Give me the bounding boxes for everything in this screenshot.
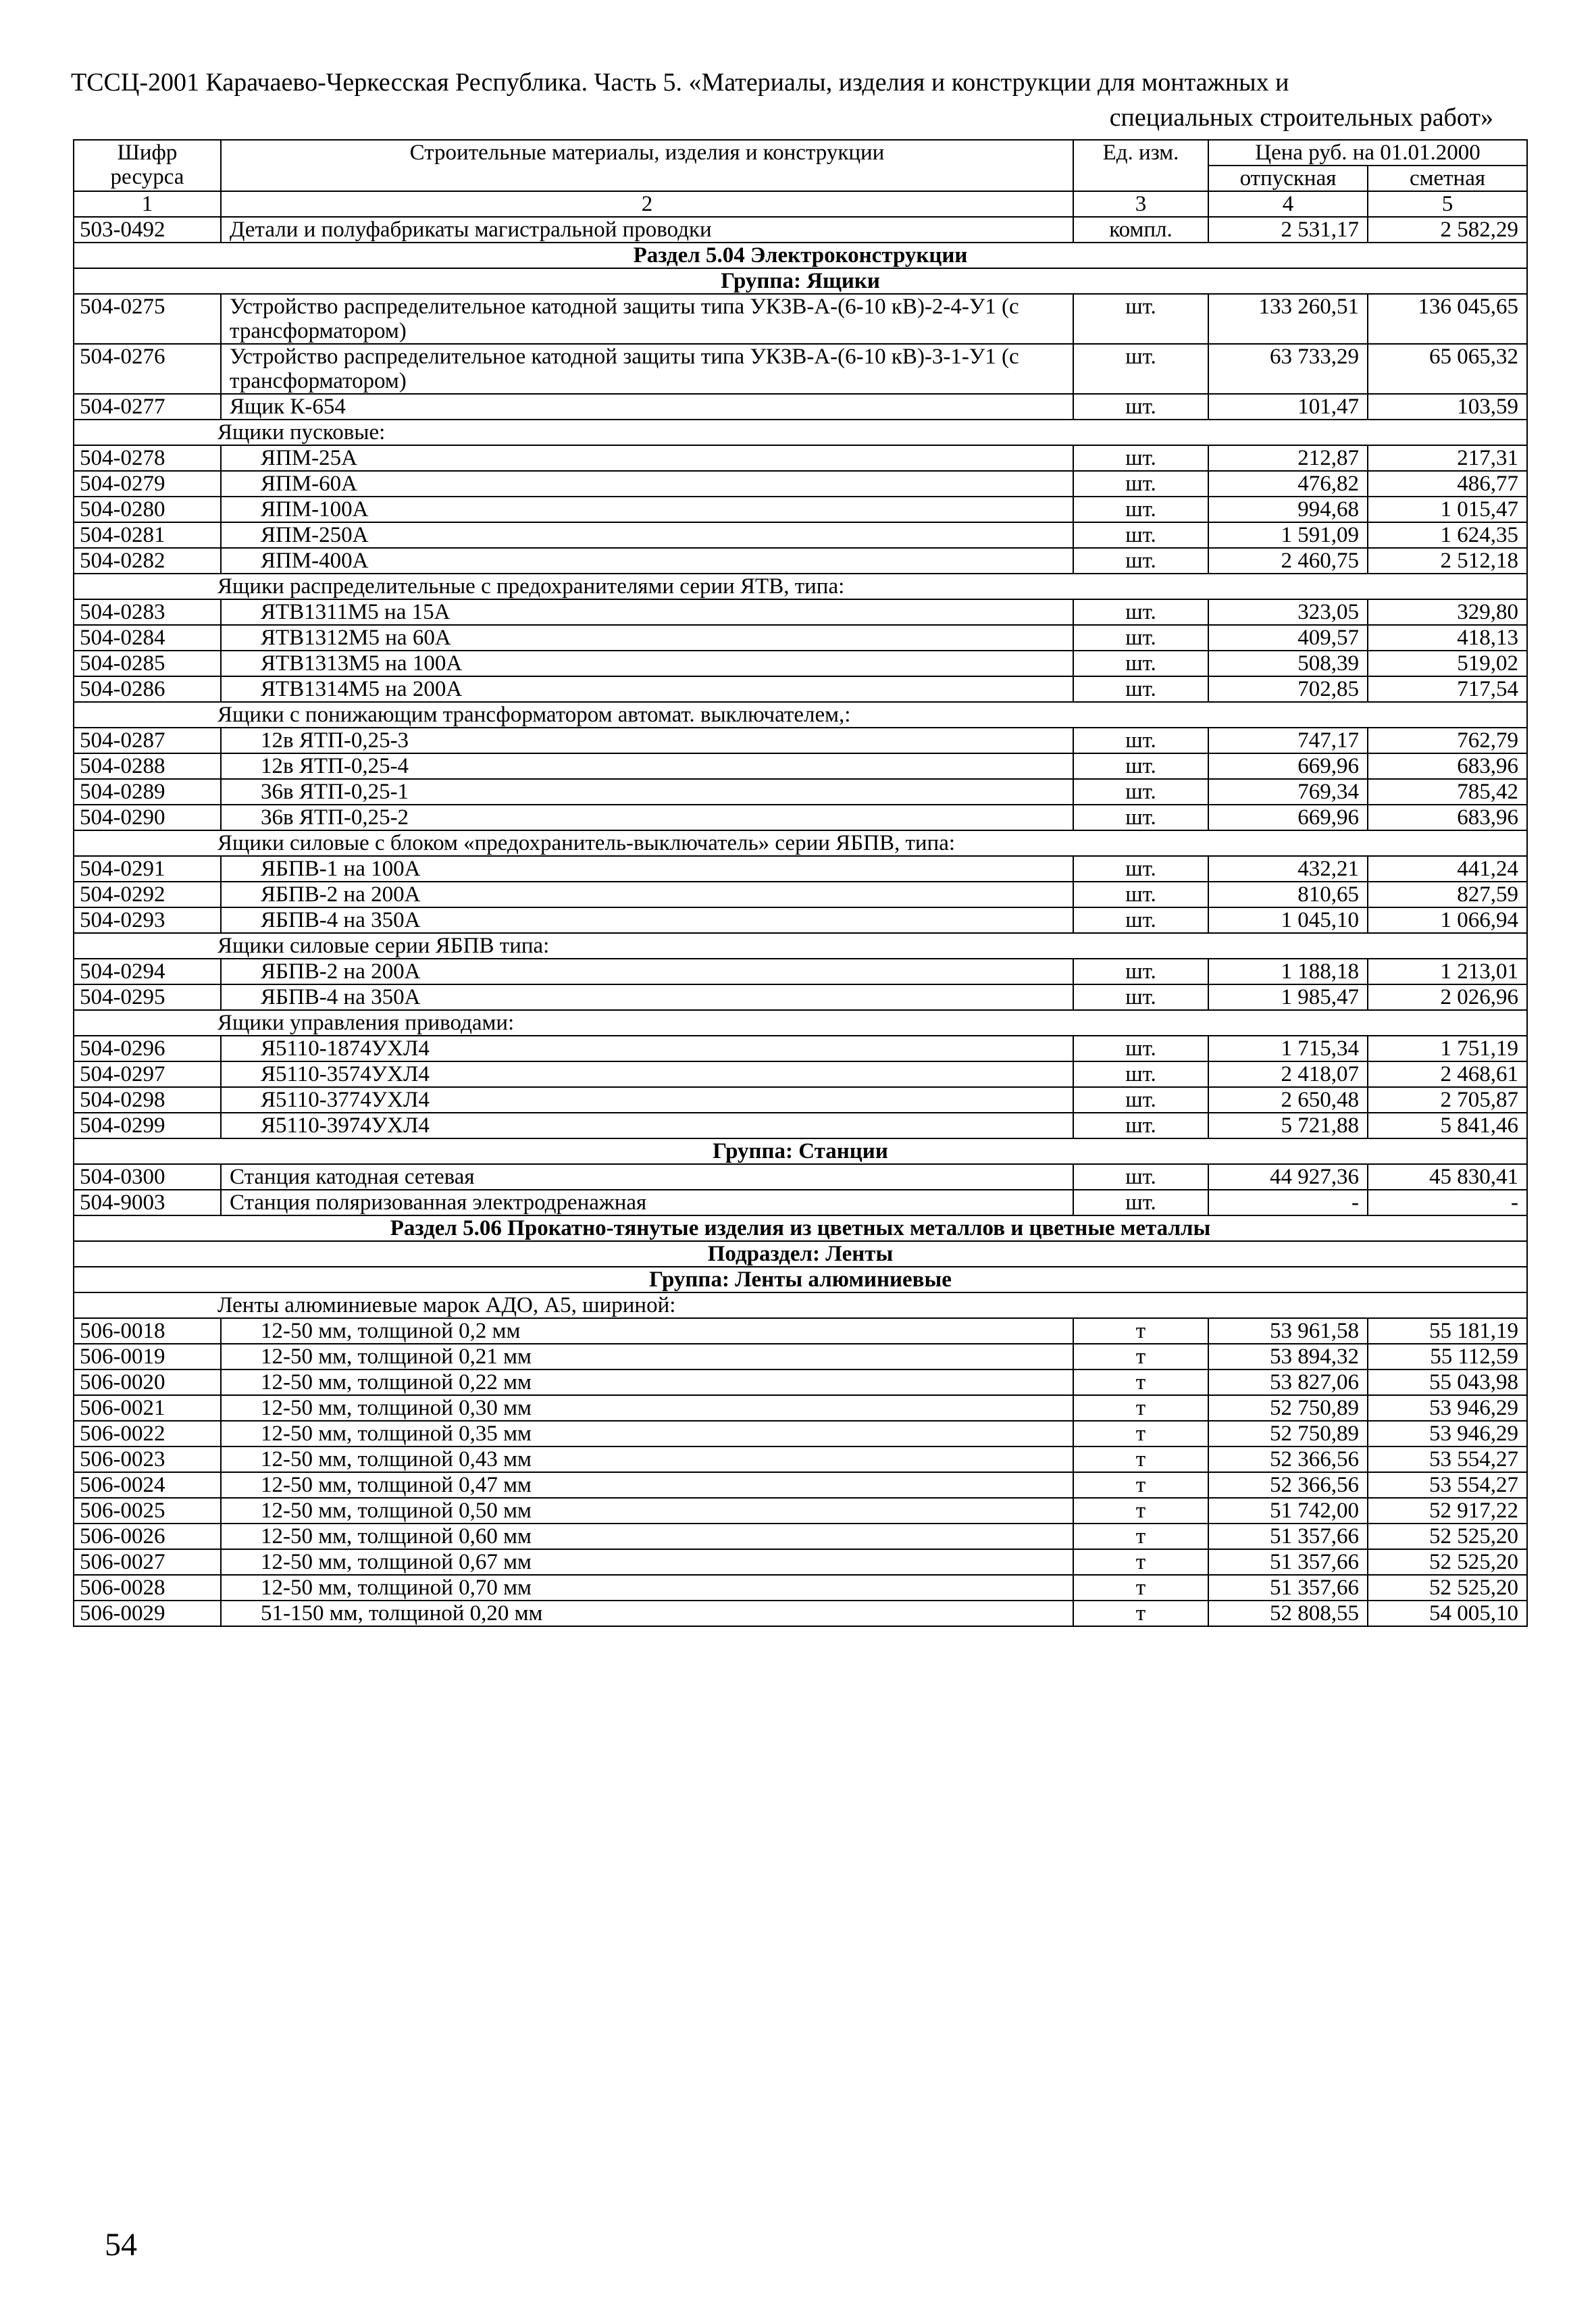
table-row xyxy=(74,1601,1527,1626)
item-name: Я5110-1874УХЛ4 xyxy=(221,1036,1073,1061)
subsection-title: Подраздел: Ленты xyxy=(74,1241,1527,1267)
table-row xyxy=(74,1036,1527,1061)
table-row xyxy=(74,959,1527,984)
estimate-price: 5 841,46 xyxy=(1368,1113,1527,1138)
column-number: 3 xyxy=(1073,191,1208,217)
estimate-price: 53 946,29 xyxy=(1368,1421,1527,1447)
release-price: 52 366,56 xyxy=(1208,1472,1368,1498)
item-name: ЯБПВ-4 на 350А xyxy=(221,907,1073,933)
item-name: ЯТВ1312М5 на 60А xyxy=(221,625,1073,651)
release-price: - xyxy=(1208,1190,1368,1215)
unit-of-measure: шт. xyxy=(1073,1061,1208,1087)
group-heading-row xyxy=(74,1138,1527,1164)
release-price: 53 827,06 xyxy=(1208,1369,1368,1395)
release-price: 508,39 xyxy=(1208,651,1368,676)
unit-of-measure: т xyxy=(1073,1421,1208,1447)
unit-of-measure: т xyxy=(1073,1549,1208,1575)
subgroup-heading-row xyxy=(74,1010,1527,1036)
release-price: 810,65 xyxy=(1208,882,1368,907)
table-row xyxy=(74,1318,1527,1344)
subgroup-heading: Ящики пусковые: xyxy=(74,420,1527,445)
column-code-header: Шифр ресурса xyxy=(74,140,221,191)
unit-of-measure: шт. xyxy=(1073,728,1208,753)
resource-code: 506-0019 xyxy=(74,1344,221,1369)
item-name: 12-50 мм, толщиной 0,47 мм xyxy=(221,1472,1073,1498)
table-row xyxy=(74,1395,1527,1421)
column-number: 5 xyxy=(1368,191,1527,217)
group-heading-row xyxy=(74,1267,1527,1292)
estimate-price: 717,54 xyxy=(1368,676,1527,702)
item-name: 12в ЯТП-0,25-3 xyxy=(221,728,1073,753)
estimate-price: 52 525,20 xyxy=(1368,1549,1527,1575)
resource-code: 504-0278 xyxy=(74,445,221,471)
table-row xyxy=(74,445,1527,471)
table-row xyxy=(74,882,1527,907)
item-name: ЯБПВ-2 на 200А xyxy=(221,882,1073,907)
page-number: 54 xyxy=(105,2227,137,2263)
resource-code: 504-0285 xyxy=(74,651,221,676)
group-title: Группа: Ленты алюминиевые xyxy=(74,1267,1527,1292)
section-heading-row xyxy=(74,243,1527,268)
resource-code: 504-0281 xyxy=(74,522,221,548)
table-row xyxy=(74,522,1527,548)
table-row xyxy=(74,1498,1527,1524)
table-row xyxy=(74,728,1527,753)
release-price: 432,21 xyxy=(1208,856,1368,882)
release-price: 53 894,32 xyxy=(1208,1344,1368,1369)
item-name: Я5110-3974УХЛ4 xyxy=(221,1113,1073,1138)
column-release-price-header: отпускная xyxy=(1208,166,1368,191)
subgroup-heading: Ящики с понижающим трансформатором автомат. выключателем,: xyxy=(74,702,1527,728)
item-name: Я5110-3774УХЛ4 xyxy=(221,1087,1073,1113)
item-name: ЯПМ-400А xyxy=(221,548,1073,574)
unit-of-measure: шт. xyxy=(1073,548,1208,574)
resource-code: 504-0292 xyxy=(74,882,221,907)
estimate-price: 683,96 xyxy=(1368,805,1527,830)
table-row xyxy=(74,753,1527,779)
release-price: 44 927,36 xyxy=(1208,1164,1368,1190)
resource-code: 506-0022 xyxy=(74,1421,221,1447)
estimate-price: 1 015,47 xyxy=(1368,497,1527,522)
release-price: 52 808,55 xyxy=(1208,1601,1368,1626)
resource-code: 504-9003 xyxy=(74,1190,221,1215)
resource-code: 506-0028 xyxy=(74,1575,221,1601)
estimate-price: 2 582,29 xyxy=(1368,217,1527,243)
resource-code: 506-0026 xyxy=(74,1524,221,1549)
item-name: ЯТВ1314М5 на 200А xyxy=(221,676,1073,702)
release-price: 63 733,29 xyxy=(1208,344,1368,394)
unit-of-measure: шт. xyxy=(1073,625,1208,651)
column-name-header: Строительные материалы, изделия и конструкции xyxy=(221,140,1073,191)
release-price: 747,17 xyxy=(1208,728,1368,753)
resource-code: 504-0277 xyxy=(74,394,221,420)
item-name: ЯПМ-25А xyxy=(221,445,1073,471)
estimate-price: 2 705,87 xyxy=(1368,1087,1527,1113)
subgroup-heading-row xyxy=(74,702,1527,728)
item-name: 12-50 мм, толщиной 0,22 мм xyxy=(221,1369,1073,1395)
release-price: 323,05 xyxy=(1208,599,1368,625)
column-price-header: Цена руб. на 01.01.2000 xyxy=(1208,140,1527,166)
estimate-price: 217,31 xyxy=(1368,445,1527,471)
resource-code: 503-0492 xyxy=(74,217,221,243)
header-line-1: ТССЦ-2001 Карачаево-Черкесская Республика. Часть 5. «Материалы, изделия и конструкции для монтажных и xyxy=(71,68,1289,97)
column-number: 4 xyxy=(1208,191,1368,217)
unit-of-measure: шт. xyxy=(1073,1190,1208,1215)
release-price: 5 721,88 xyxy=(1208,1113,1368,1138)
estimate-price: 52 917,22 xyxy=(1368,1498,1527,1524)
release-price: 994,68 xyxy=(1208,497,1368,522)
release-price: 133 260,51 xyxy=(1208,294,1368,344)
resource-code: 504-0296 xyxy=(74,1036,221,1061)
estimate-price: 103,59 xyxy=(1368,394,1527,420)
item-name: 12-50 мм, толщиной 0,70 мм xyxy=(221,1575,1073,1601)
item-name: 12-50 мм, толщиной 0,67 мм xyxy=(221,1549,1073,1575)
resource-code: 504-0294 xyxy=(74,959,221,984)
unit-of-measure: т xyxy=(1073,1575,1208,1601)
release-price: 669,96 xyxy=(1208,805,1368,830)
subgroup-heading-row xyxy=(74,420,1527,445)
table-row xyxy=(74,497,1527,522)
unit-of-measure: шт. xyxy=(1073,1113,1208,1138)
unit-of-measure: шт. xyxy=(1073,779,1208,805)
estimate-price: 1 066,94 xyxy=(1368,907,1527,933)
resource-code: 504-0286 xyxy=(74,676,221,702)
estimate-price: 486,77 xyxy=(1368,471,1527,497)
resource-code: 504-0299 xyxy=(74,1113,221,1138)
item-name: Детали и полуфабрикаты магистральной проводки xyxy=(221,217,1073,243)
resource-code: 506-0024 xyxy=(74,1472,221,1498)
unit-of-measure: шт. xyxy=(1073,856,1208,882)
estimate-price: 785,42 xyxy=(1368,779,1527,805)
estimate-price: 2 468,61 xyxy=(1368,1061,1527,1087)
unit-of-measure: шт. xyxy=(1073,753,1208,779)
estimate-price: 1 751,19 xyxy=(1368,1036,1527,1061)
estimate-price: 65 065,32 xyxy=(1368,344,1527,394)
release-price: 702,85 xyxy=(1208,676,1368,702)
section-title: Раздел 5.06 Прокатно-тянутые изделия из цветных металлов и цветные металлы xyxy=(74,1215,1527,1241)
item-name: Устройство распределительное катодной защиты типа УКЗВ-А-(6-10 кВ)-2-4-У1 (с трансформатором) xyxy=(221,294,1073,344)
resource-code: 504-0291 xyxy=(74,856,221,882)
price-table xyxy=(73,139,1528,1627)
unit-of-measure: шт. xyxy=(1073,1164,1208,1190)
item-name: 12-50 мм, толщиной 0,60 мм xyxy=(221,1524,1073,1549)
unit-of-measure: т xyxy=(1073,1472,1208,1498)
estimate-price: 2 512,18 xyxy=(1368,548,1527,574)
unit-of-measure: шт. xyxy=(1073,959,1208,984)
item-name: Устройство распределительное катодной защиты типа УКЗВ-А-(6-10 кВ)-3-1-У1 (с трансформатором) xyxy=(221,344,1073,394)
table-row xyxy=(74,984,1527,1010)
resource-code: 506-0029 xyxy=(74,1601,221,1626)
subgroup-heading: Ящики силовые с блоком «предохранитель-выключатель» серии ЯБПВ, типа: xyxy=(74,830,1527,856)
subgroup-heading-row xyxy=(74,574,1527,599)
resource-code: 506-0025 xyxy=(74,1498,221,1524)
document-header xyxy=(71,65,1493,135)
estimate-price: 55 181,19 xyxy=(1368,1318,1527,1344)
table-row xyxy=(74,394,1527,420)
release-price: 51 742,00 xyxy=(1208,1498,1368,1524)
resource-code: 504-0290 xyxy=(74,805,221,830)
item-name: ЯТВ1313М5 на 100А xyxy=(221,651,1073,676)
estimate-price: 329,80 xyxy=(1368,599,1527,625)
estimate-price: 418,13 xyxy=(1368,625,1527,651)
release-price: 2 650,48 xyxy=(1208,1087,1368,1113)
unit-of-measure: т xyxy=(1073,1395,1208,1421)
release-price: 1 591,09 xyxy=(1208,522,1368,548)
unit-of-measure: т xyxy=(1073,1369,1208,1395)
group-heading-row xyxy=(74,268,1527,294)
resource-code: 506-0027 xyxy=(74,1549,221,1575)
release-price: 52 366,56 xyxy=(1208,1447,1368,1472)
unit-of-measure: т xyxy=(1073,1344,1208,1369)
unit-of-measure: компл. xyxy=(1073,217,1208,243)
item-name: Я5110-3574УХЛ4 xyxy=(221,1061,1073,1087)
subgroup-heading: Ящики силовые серии ЯБПВ типа: xyxy=(74,933,1527,959)
table-row xyxy=(74,651,1527,676)
estimate-price: 136 045,65 xyxy=(1368,294,1527,344)
estimate-price: 53 946,29 xyxy=(1368,1395,1527,1421)
item-name: ЯПМ-60А xyxy=(221,471,1073,497)
release-price: 409,57 xyxy=(1208,625,1368,651)
item-name: 12-50 мм, толщиной 0,30 мм xyxy=(221,1395,1073,1421)
table-row xyxy=(74,1524,1527,1549)
table-row xyxy=(74,548,1527,574)
table-row xyxy=(74,805,1527,830)
resource-code: 504-0282 xyxy=(74,548,221,574)
estimate-price: 54 005,10 xyxy=(1368,1601,1527,1626)
release-price: 212,87 xyxy=(1208,445,1368,471)
estimate-price: 55 112,59 xyxy=(1368,1344,1527,1369)
unit-of-measure: т xyxy=(1073,1318,1208,1344)
unit-of-measure: шт. xyxy=(1073,294,1208,344)
item-name: ЯТВ1311М5 на 15А xyxy=(221,599,1073,625)
estimate-price: 441,24 xyxy=(1368,856,1527,882)
item-name: 12-50 мм, толщиной 0,35 мм xyxy=(221,1421,1073,1447)
estimate-price: 45 830,41 xyxy=(1368,1164,1527,1190)
unit-of-measure: т xyxy=(1073,1524,1208,1549)
table-row xyxy=(74,625,1527,651)
release-price: 52 750,89 xyxy=(1208,1395,1368,1421)
resource-code: 506-0021 xyxy=(74,1395,221,1421)
item-name: Станция поляризованная электродренажная xyxy=(221,1190,1073,1215)
estimate-price: 52 525,20 xyxy=(1368,1575,1527,1601)
table-row xyxy=(74,471,1527,497)
subgroup-heading: Ящики управления приводами: xyxy=(74,1010,1527,1036)
release-price: 53 961,58 xyxy=(1208,1318,1368,1344)
estimate-price: 53 554,27 xyxy=(1368,1472,1527,1498)
release-price: 51 357,66 xyxy=(1208,1549,1368,1575)
release-price: 476,82 xyxy=(1208,471,1368,497)
item-name: 51-150 мм, толщиной 0,20 мм xyxy=(221,1601,1073,1626)
unit-of-measure: шт. xyxy=(1073,599,1208,625)
release-price: 2 460,75 xyxy=(1208,548,1368,574)
table-row xyxy=(74,599,1527,625)
resource-code: 504-0275 xyxy=(74,294,221,344)
resource-code: 504-0283 xyxy=(74,599,221,625)
unit-of-measure: шт. xyxy=(1073,497,1208,522)
table-row xyxy=(74,217,1527,243)
estimate-price: 52 525,20 xyxy=(1368,1524,1527,1549)
table-row xyxy=(74,1369,1527,1395)
unit-of-measure: шт. xyxy=(1073,676,1208,702)
release-price: 1 985,47 xyxy=(1208,984,1368,1010)
release-price: 101,47 xyxy=(1208,394,1368,420)
estimate-price: 762,79 xyxy=(1368,728,1527,753)
table-row xyxy=(74,1061,1527,1087)
item-name: ЯПМ-250А xyxy=(221,522,1073,548)
resource-code: 504-0297 xyxy=(74,1061,221,1087)
column-number: 1 xyxy=(74,191,221,217)
resource-code: 504-0298 xyxy=(74,1087,221,1113)
unit-of-measure: шт. xyxy=(1073,1087,1208,1113)
table-row xyxy=(74,1087,1527,1113)
unit-of-measure: шт. xyxy=(1073,471,1208,497)
unit-of-measure: т xyxy=(1073,1601,1208,1626)
estimate-price: 1 624,35 xyxy=(1368,522,1527,548)
resource-code: 504-0276 xyxy=(74,344,221,394)
column-estimate-price-header: сметная xyxy=(1368,166,1527,191)
table-row xyxy=(74,856,1527,882)
estimate-price: 53 554,27 xyxy=(1368,1447,1527,1472)
item-name: 36в ЯТП-0,25-1 xyxy=(221,779,1073,805)
release-price: 769,34 xyxy=(1208,779,1368,805)
estimate-price: 827,59 xyxy=(1368,882,1527,907)
unit-of-measure: шт. xyxy=(1073,805,1208,830)
table-row xyxy=(74,1190,1527,1215)
table-row xyxy=(74,1113,1527,1138)
item-name: 12-50 мм, толщиной 0,2 мм xyxy=(221,1318,1073,1344)
table-row xyxy=(74,1164,1527,1190)
table-row xyxy=(74,779,1527,805)
release-price: 2 418,07 xyxy=(1208,1061,1368,1087)
table-row xyxy=(74,1447,1527,1472)
table-row xyxy=(74,1575,1527,1601)
subsection-heading-row xyxy=(74,1241,1527,1267)
item-name: Ящик К-654 xyxy=(221,394,1073,420)
release-price: 1 045,10 xyxy=(1208,907,1368,933)
unit-of-measure: шт. xyxy=(1073,1036,1208,1061)
unit-of-measure: шт. xyxy=(1073,984,1208,1010)
resource-code: 504-0293 xyxy=(74,907,221,933)
column-numbers-row xyxy=(74,191,1527,217)
group-title: Группа: Станции xyxy=(74,1138,1527,1164)
group-title: Группа: Ящики xyxy=(74,268,1527,294)
column-unit-header: Ед. изм. xyxy=(1073,140,1208,191)
estimate-price: 683,96 xyxy=(1368,753,1527,779)
resource-code: 504-0284 xyxy=(74,625,221,651)
resource-code: 506-0020 xyxy=(74,1369,221,1395)
resource-code: 504-0300 xyxy=(74,1164,221,1190)
subgroup-heading-row xyxy=(74,1292,1527,1318)
subgroup-heading-row xyxy=(74,933,1527,959)
table-row xyxy=(74,676,1527,702)
resource-code: 504-0279 xyxy=(74,471,221,497)
resource-code: 506-0023 xyxy=(74,1447,221,1472)
resource-code: 504-0287 xyxy=(74,728,221,753)
item-name: 12-50 мм, толщиной 0,21 мм xyxy=(221,1344,1073,1369)
resource-code: 504-0295 xyxy=(74,984,221,1010)
resource-code: 504-0289 xyxy=(74,779,221,805)
column-number: 2 xyxy=(221,191,1073,217)
unit-of-measure: т xyxy=(1073,1447,1208,1472)
item-name: ЯПМ-100А xyxy=(221,497,1073,522)
estimate-price: 55 043,98 xyxy=(1368,1369,1527,1395)
table-row xyxy=(74,907,1527,933)
resource-code: 504-0288 xyxy=(74,753,221,779)
release-price: 52 750,89 xyxy=(1208,1421,1368,1447)
estimate-price: - xyxy=(1368,1190,1527,1215)
unit-of-measure: т xyxy=(1073,1498,1208,1524)
release-price: 1 188,18 xyxy=(1208,959,1368,984)
item-name: 12в ЯТП-0,25-4 xyxy=(221,753,1073,779)
release-price: 1 715,34 xyxy=(1208,1036,1368,1061)
estimate-price: 1 213,01 xyxy=(1368,959,1527,984)
unit-of-measure: шт. xyxy=(1073,344,1208,394)
table-header-row xyxy=(74,140,1527,166)
table-row xyxy=(74,1472,1527,1498)
estimate-price: 519,02 xyxy=(1368,651,1527,676)
header-line-2: специальных строительных работ» xyxy=(1109,103,1493,132)
item-name: 12-50 мм, толщиной 0,43 мм xyxy=(221,1447,1073,1472)
resource-code: 504-0280 xyxy=(74,497,221,522)
release-price: 51 357,66 xyxy=(1208,1524,1368,1549)
unit-of-measure: шт. xyxy=(1073,394,1208,420)
item-name: ЯБПВ-2 на 200А xyxy=(221,959,1073,984)
subgroup-heading-row xyxy=(74,830,1527,856)
table-row xyxy=(74,1344,1527,1369)
section-heading-row xyxy=(74,1215,1527,1241)
unit-of-measure: шт. xyxy=(1073,907,1208,933)
release-price: 2 531,17 xyxy=(1208,217,1368,243)
release-price: 669,96 xyxy=(1208,753,1368,779)
table-row xyxy=(74,1549,1527,1575)
table-row xyxy=(74,294,1527,344)
subgroup-heading: Ящики распределительные с предохранителями серии ЯТВ, типа: xyxy=(74,574,1527,599)
unit-of-measure: шт. xyxy=(1073,882,1208,907)
section-title: Раздел 5.04 Электроконструкции xyxy=(74,243,1527,268)
item-name: ЯБПВ-4 на 350А xyxy=(221,984,1073,1010)
release-price: 51 357,66 xyxy=(1208,1575,1368,1601)
table-row xyxy=(74,1421,1527,1447)
resource-code: 506-0018 xyxy=(74,1318,221,1344)
unit-of-measure: шт. xyxy=(1073,651,1208,676)
item-name: ЯБПВ-1 на 100А xyxy=(221,856,1073,882)
subgroup-heading: Ленты алюминиевые марок АДО, А5, шириной: xyxy=(74,1292,1527,1318)
unit-of-measure: шт. xyxy=(1073,522,1208,548)
estimate-price: 2 026,96 xyxy=(1368,984,1527,1010)
table-row xyxy=(74,344,1527,394)
item-name: 36в ЯТП-0,25-2 xyxy=(221,805,1073,830)
unit-of-measure: шт. xyxy=(1073,445,1208,471)
item-name: 12-50 мм, толщиной 0,50 мм xyxy=(221,1498,1073,1524)
item-name: Станция катодная сетевая xyxy=(221,1164,1073,1190)
